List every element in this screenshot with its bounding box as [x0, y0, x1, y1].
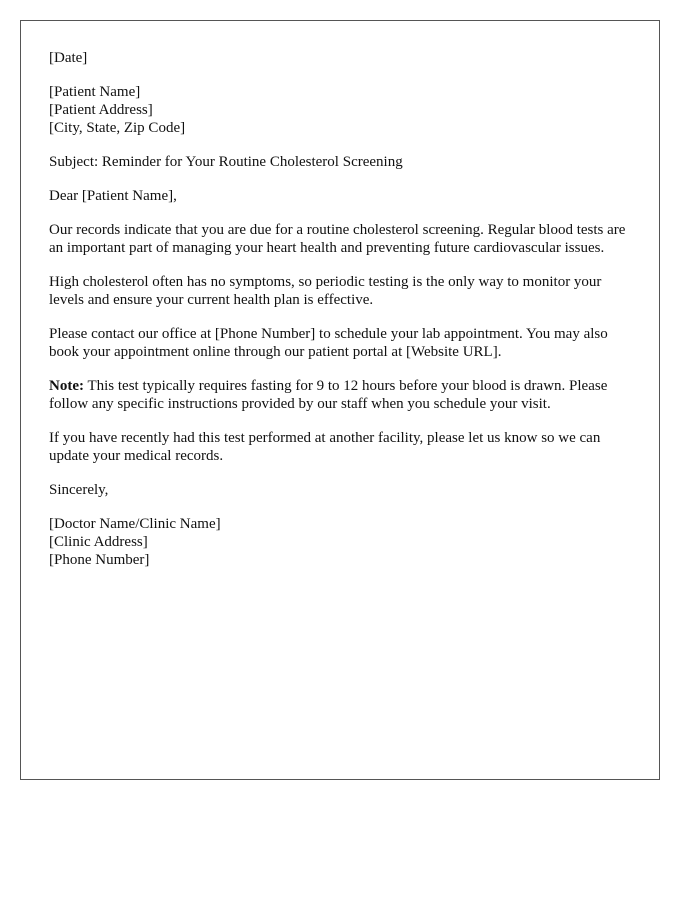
date-line	[49, 49, 631, 67]
closing: Sincerely,	[49, 482, 109, 498]
recipient-address-block	[49, 83, 631, 137]
letter-date: [Date]	[49, 50, 88, 66]
recipient-city-state-zip: [City, State, Zip Code]	[49, 120, 186, 136]
recipient-name: [Patient Name]	[49, 84, 141, 100]
signature-phone: [Phone Number]	[49, 552, 150, 568]
body-paragraph-5: If you have recently had this test performed at another facility, please let us know so we can update your medical records.	[49, 430, 601, 464]
subject-line: Subject: Reminder for Your Routine Cholesterol Screening	[49, 154, 403, 170]
note-paragraph	[49, 377, 631, 413]
recipient-address: [Patient Address]	[49, 102, 153, 118]
note-text: This test typically requires fasting for 9 to 12 hours before your blood is drawn. Please follow any specific instructions provided by our staff when you schedule your visit.	[49, 378, 608, 412]
note-label: Note:	[49, 378, 84, 394]
body-paragraph-3: Please contact our office at [Phone Number] to schedule your lab appointment. You may also book your appointment online through our patient portal at [Website URL].	[49, 326, 608, 360]
body-paragraph-2: High cholesterol often has no symptoms, so periodic testing is the only way to monitor your levels and ensure your current health plan is effective.	[49, 274, 602, 308]
salutation: Dear [Patient Name],	[49, 188, 177, 204]
letter-page	[20, 20, 660, 780]
signature-address: [Clinic Address]	[49, 534, 148, 550]
signature-name: [Doctor Name/Clinic Name]	[49, 516, 221, 532]
body-paragraph-1: Our records indicate that you are due for a routine cholesterol screening. Regular blood tests are an important part of managing your heart health and preventing future cardiovascular issues.	[49, 222, 626, 256]
signature-block	[49, 515, 631, 569]
